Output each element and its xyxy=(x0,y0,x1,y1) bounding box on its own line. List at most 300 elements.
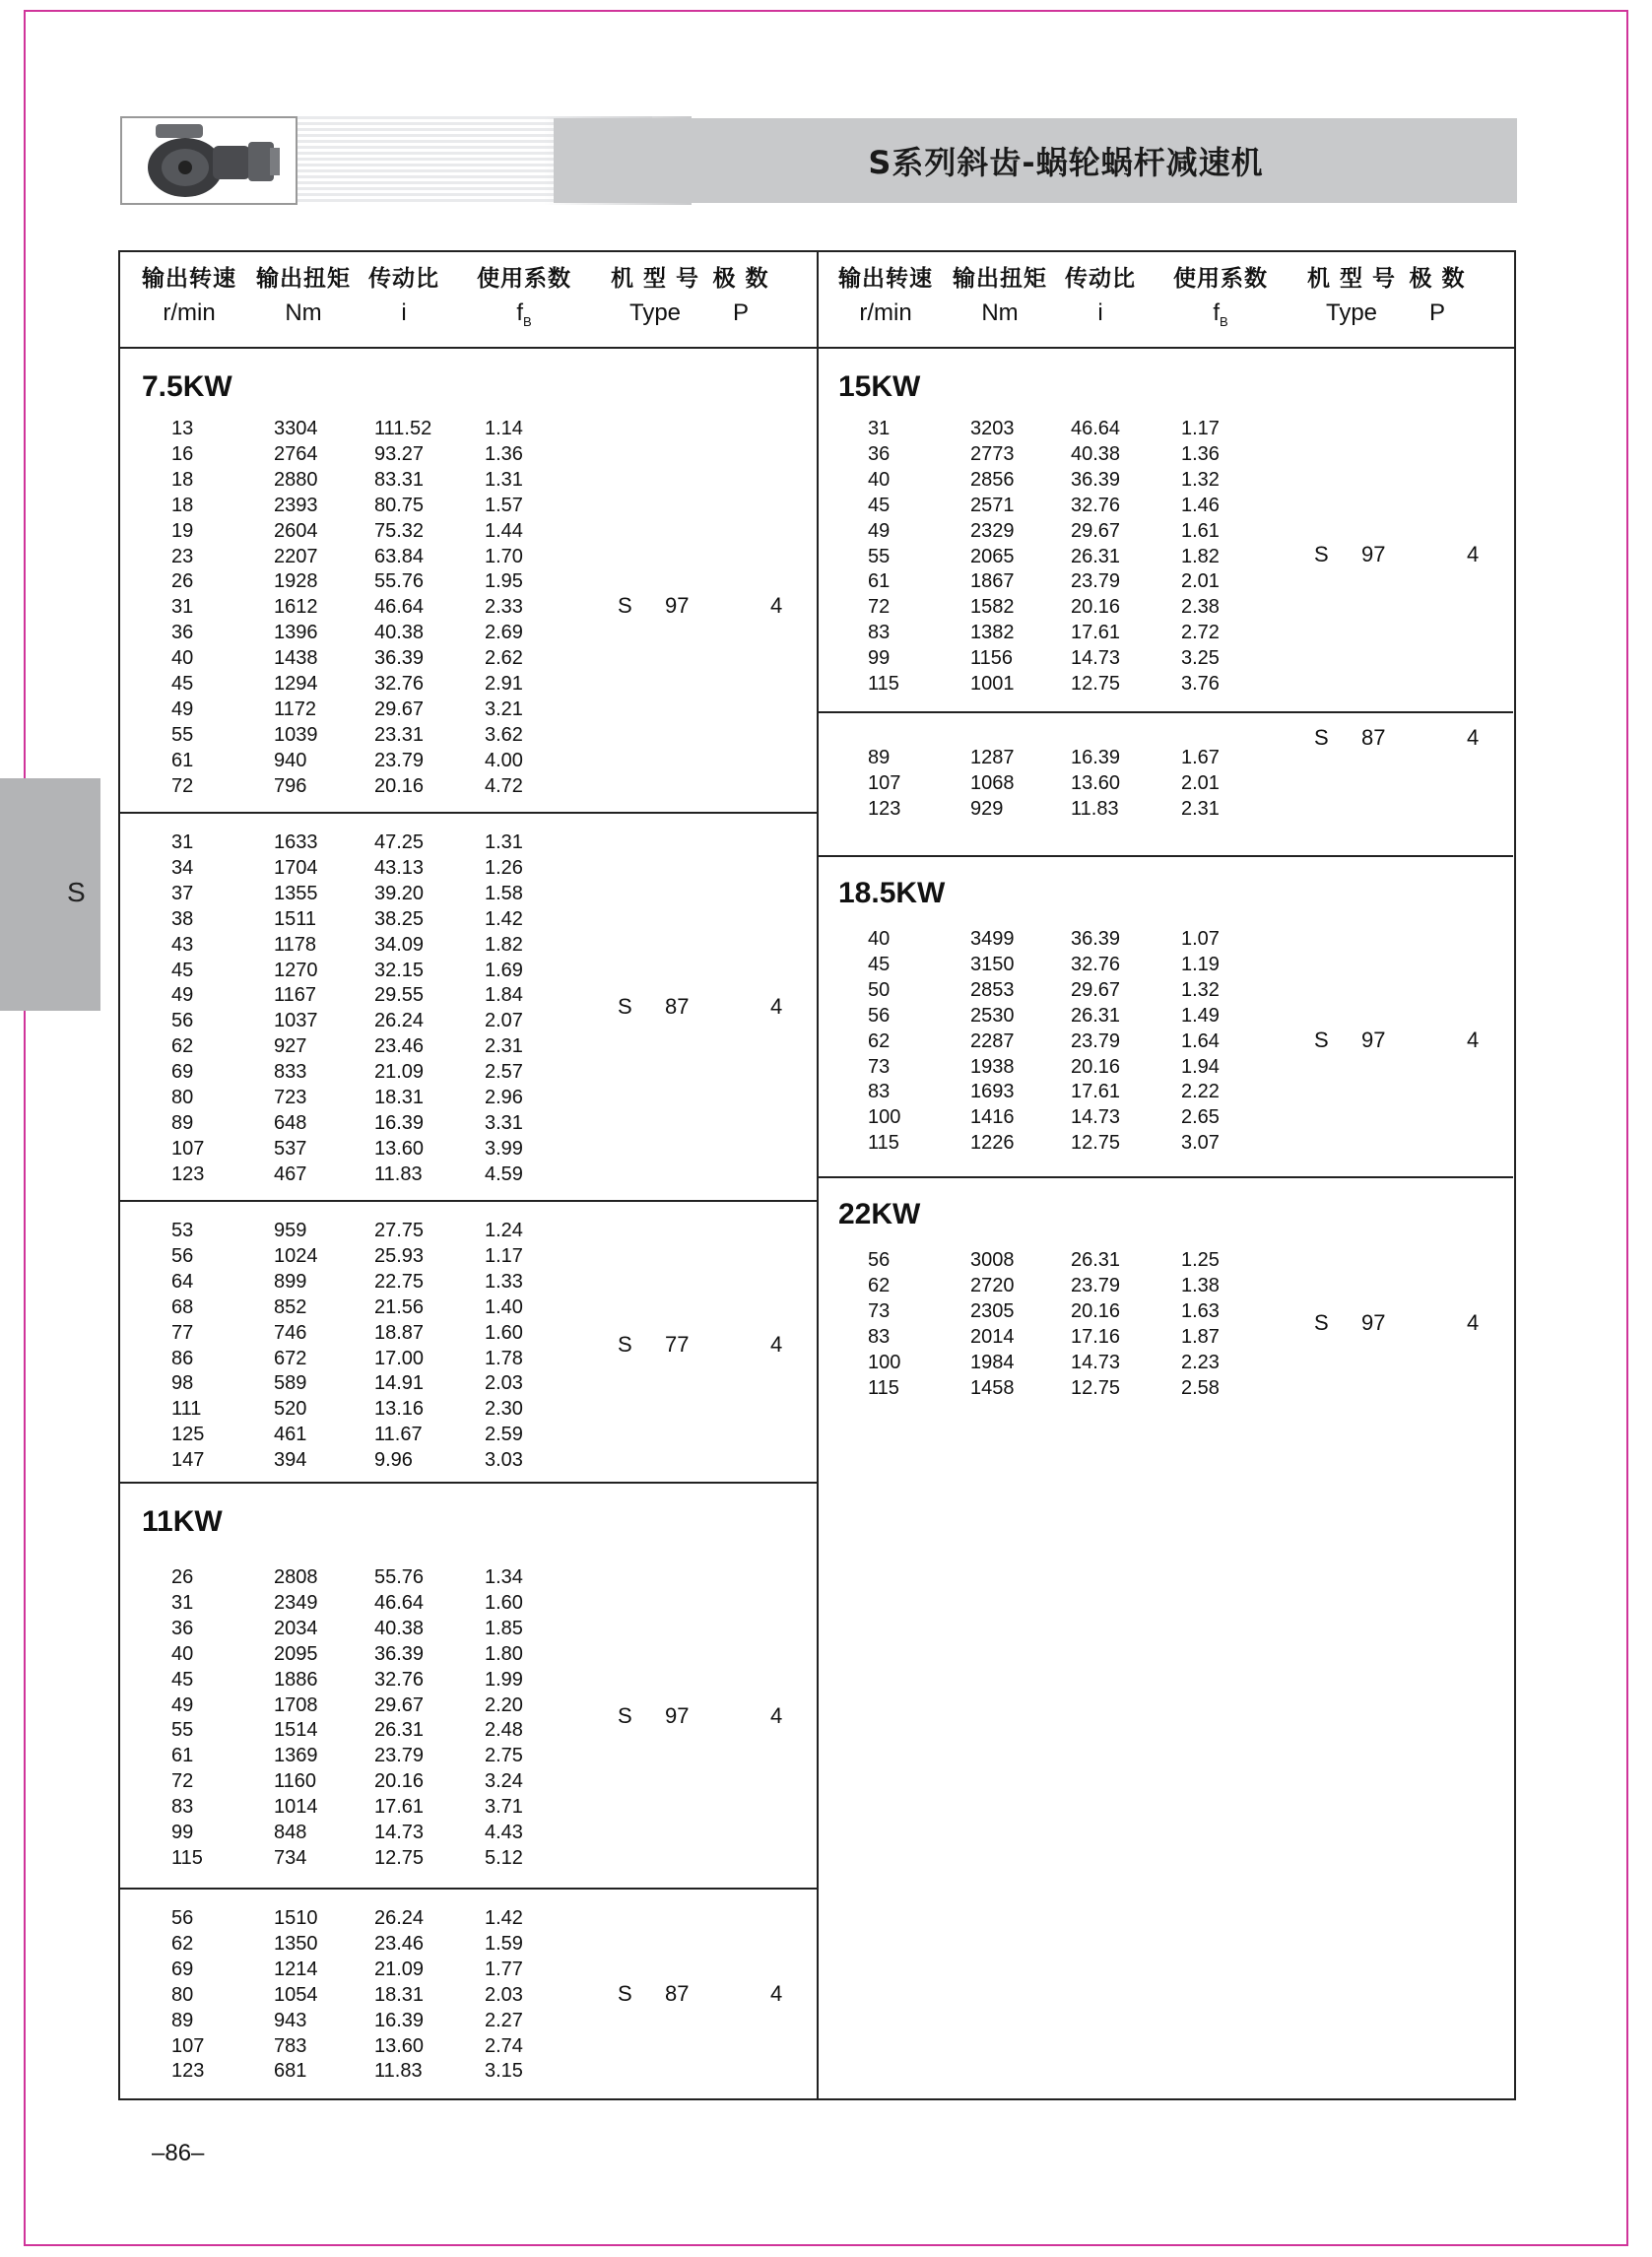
ratio-cell: 13.60 xyxy=(374,1137,425,1160)
ratio-cell: 23.46 xyxy=(374,1932,425,1955)
output-torque-cell: 959 xyxy=(274,1220,307,1241)
column-header xyxy=(1288,262,1416,331)
column-header xyxy=(364,262,443,331)
ratio-cell: 26.24 xyxy=(374,1907,425,1929)
service-factor-cell: 1.82 xyxy=(485,933,523,956)
output-speed-cell: 80 xyxy=(171,1087,194,1108)
output-speed-cell: 37 xyxy=(171,882,194,904)
output-speed-cell: 18 xyxy=(171,468,194,491)
table-row xyxy=(120,518,817,544)
ratio-cell: 46.64 xyxy=(374,596,425,619)
table-row xyxy=(120,1931,817,1957)
output-torque-cell: 1984 xyxy=(970,1351,1015,1373)
column-header-en: P xyxy=(1428,299,1445,326)
ratio-cell: 11.83 xyxy=(374,1162,423,1185)
output-torque-cell: 1270 xyxy=(274,959,318,981)
column-header-en: i xyxy=(1097,299,1103,326)
ratio-cell: 27.75 xyxy=(374,1220,425,1241)
output-torque-cell: 1886 xyxy=(274,1668,318,1691)
service-factor-cell: 2.27 xyxy=(485,2009,523,2031)
service-factor-cell: 3.99 xyxy=(485,1137,523,1160)
output-speed-cell: 31 xyxy=(868,418,891,439)
column-header-cn: 传动比 xyxy=(368,266,439,292)
service-factor-cell: 1.80 xyxy=(485,1642,523,1665)
output-speed-cell: 86 xyxy=(171,1347,194,1369)
ratio-cell: 55.76 xyxy=(374,570,425,593)
table-row xyxy=(120,645,817,671)
ratio-cell: 32.76 xyxy=(1071,953,1121,975)
column-header-cn: 极 数 xyxy=(712,266,769,292)
output-torque-cell: 2065 xyxy=(970,545,1015,567)
ratio-cell: 36.39 xyxy=(374,647,425,670)
service-factor-cell: 1.33 xyxy=(485,1270,523,1293)
table-row xyxy=(817,467,1513,493)
output-torque-cell: 1068 xyxy=(970,771,1015,794)
ratio-cell: 43.13 xyxy=(374,856,425,879)
output-torque-cell: 1693 xyxy=(970,1081,1015,1103)
service-factor-cell: 3.03 xyxy=(485,1449,523,1472)
output-torque-cell: 1037 xyxy=(274,1010,318,1032)
output-speed-cell: 123 xyxy=(171,2060,205,2083)
ratio-cell: 16.39 xyxy=(374,1111,425,1134)
output-speed-cell: 115 xyxy=(171,1846,203,1869)
service-factor-cell: 1.44 xyxy=(485,519,523,542)
table-row xyxy=(120,1085,817,1110)
table-row xyxy=(120,932,817,958)
table-row xyxy=(817,1350,1513,1375)
output-speed-cell: 26 xyxy=(171,570,194,593)
service-factor-cell: 2.74 xyxy=(485,2034,523,2057)
table-row xyxy=(120,467,817,493)
ratio-cell: 18.31 xyxy=(374,1087,425,1108)
service-factor-cell: 3.71 xyxy=(485,1796,523,1819)
output-torque-cell: 394 xyxy=(274,1449,307,1472)
type-series: S xyxy=(618,1331,632,1357)
type-series: S xyxy=(1314,725,1329,750)
ratio-cell: 23.79 xyxy=(1071,1274,1121,1296)
column-header xyxy=(1061,262,1140,331)
output-torque-cell: 2287 xyxy=(970,1029,1015,1052)
table-row xyxy=(817,1054,1513,1080)
service-factor-cell: 1.25 xyxy=(1181,1249,1220,1271)
column-header-en: r/min xyxy=(163,299,216,326)
output-torque-cell: 1416 xyxy=(970,1106,1015,1129)
output-speed-cell: 45 xyxy=(171,959,194,981)
service-factor-cell: 1.78 xyxy=(485,1347,523,1369)
ratio-cell: 32.15 xyxy=(374,959,425,981)
table-row xyxy=(120,493,817,518)
output-speed-cell: 115 xyxy=(868,673,899,695)
column-header-cn: 传动比 xyxy=(1065,266,1136,292)
type-size: 87 xyxy=(1361,725,1386,750)
table-row xyxy=(120,620,817,645)
output-speed-cell: 115 xyxy=(868,1132,899,1155)
service-factor-cell: 1.58 xyxy=(485,882,523,904)
output-torque-cell: 1458 xyxy=(970,1376,1015,1399)
service-factor-cell: 2.22 xyxy=(1181,1081,1220,1103)
output-speed-cell: 89 xyxy=(171,2009,194,2031)
section-side-tab xyxy=(0,778,100,1011)
column-header-en: Type xyxy=(1325,299,1378,326)
output-torque-cell: 589 xyxy=(274,1372,307,1395)
column-header-cn: 输出扭矩 xyxy=(953,266,1047,292)
ratio-cell: 29.67 xyxy=(374,697,425,720)
ratio-cell: 14.73 xyxy=(1071,647,1121,670)
type-designation xyxy=(817,1028,1513,1055)
ratio-cell: 23.31 xyxy=(374,723,425,746)
ratio-cell: 25.93 xyxy=(374,1244,425,1267)
type-designation xyxy=(120,593,817,621)
service-factor-cell: 2.62 xyxy=(485,647,523,670)
output-speed-cell: 62 xyxy=(171,1932,194,1955)
output-speed-cell: 56 xyxy=(171,1010,194,1032)
table-row xyxy=(817,926,1513,952)
service-factor-cell: 1.60 xyxy=(485,1591,523,1614)
service-factor-cell: 3.15 xyxy=(485,2060,523,2083)
ratio-cell: 26.31 xyxy=(374,1719,425,1742)
ratio-cell: 32.76 xyxy=(1071,494,1121,516)
service-factor-cell: 2.72 xyxy=(1181,622,1220,644)
output-speed-cell: 107 xyxy=(171,2034,205,2057)
output-torque-cell: 796 xyxy=(274,774,307,797)
table-row xyxy=(817,1375,1513,1401)
service-factor-cell: 2.38 xyxy=(1181,596,1220,619)
pole-count: 4 xyxy=(1467,542,1480,567)
service-factor-cell: 2.03 xyxy=(485,1372,523,1395)
section-divider xyxy=(120,1482,817,1484)
service-factor-cell: 1.57 xyxy=(485,494,523,516)
output-speed-cell: 111 xyxy=(171,1398,202,1421)
output-speed-cell: 107 xyxy=(868,771,901,794)
ratio-cell: 17.61 xyxy=(374,1796,425,1819)
ratio-cell: 46.64 xyxy=(374,1591,425,1614)
column-header-cn: 使用系数 xyxy=(477,266,571,292)
ratio-cell: 18.87 xyxy=(374,1321,425,1344)
pole-count: 4 xyxy=(770,593,783,619)
type-series: S xyxy=(618,1703,632,1729)
output-torque-cell: 1511 xyxy=(274,907,317,930)
output-speed-cell: 100 xyxy=(868,1106,901,1129)
service-factor-cell: 1.67 xyxy=(1181,747,1220,768)
ratio-cell: 63.84 xyxy=(374,545,425,567)
table-row xyxy=(817,645,1513,671)
output-torque-cell: 1938 xyxy=(970,1055,1015,1078)
section-divider xyxy=(817,711,1513,713)
output-torque-cell: 1582 xyxy=(970,596,1015,619)
service-factor-cell: 1.32 xyxy=(1181,468,1220,491)
output-speed-cell: 68 xyxy=(171,1295,194,1318)
output-speed-cell: 56 xyxy=(171,1907,194,1929)
column-header-en: P xyxy=(732,299,749,326)
output-speed-cell: 69 xyxy=(171,1061,194,1084)
ratio-cell: 55.76 xyxy=(374,1566,425,1588)
service-factor-cell: 2.57 xyxy=(485,1061,523,1084)
ratio-cell: 40.38 xyxy=(1071,442,1121,465)
service-factor-cell: 5.12 xyxy=(485,1846,523,1869)
output-speed-cell: 61 xyxy=(171,1745,194,1767)
column-header xyxy=(836,262,935,331)
service-factor-cell: 2.03 xyxy=(485,1983,523,2006)
table-row xyxy=(120,958,817,983)
service-factor-cell: 1.59 xyxy=(485,1932,523,1955)
table-row xyxy=(120,1059,817,1085)
ratio-cell: 11.67 xyxy=(374,1424,423,1446)
pole-count: 4 xyxy=(1467,725,1480,750)
page-title: S系列斜齿-蜗轮蜗杆减速机 xyxy=(868,144,1264,181)
type-size: 97 xyxy=(665,593,690,619)
output-torque-cell: 2034 xyxy=(274,1617,318,1639)
output-torque-cell: 848 xyxy=(274,1822,307,1843)
ratio-cell: 12.75 xyxy=(374,1846,425,1869)
table-row xyxy=(120,671,817,697)
column-header-sub: B xyxy=(1220,313,1228,329)
output-speed-cell: 53 xyxy=(171,1220,194,1241)
output-torque-cell: 2095 xyxy=(274,1642,318,1665)
type-designation xyxy=(817,1310,1513,1338)
type-series: S xyxy=(1314,1027,1329,1052)
service-factor-cell: 1.95 xyxy=(485,570,523,593)
column-header-cn: 机 型 号 xyxy=(1306,266,1396,292)
section-divider xyxy=(120,812,817,814)
output-speed-cell: 99 xyxy=(868,647,891,670)
power-rating: 11KW xyxy=(142,1505,223,1538)
type-size: 97 xyxy=(1361,1309,1386,1335)
output-torque-cell: 1039 xyxy=(274,723,318,746)
output-torque-cell: 2305 xyxy=(970,1299,1015,1322)
output-torque-cell: 2014 xyxy=(970,1325,1015,1348)
column-header xyxy=(711,262,770,331)
table-row xyxy=(120,1905,817,1931)
ratio-cell: 26.31 xyxy=(1071,1249,1121,1271)
table-row xyxy=(120,1269,817,1294)
ratio-cell: 75.32 xyxy=(374,519,425,542)
output-torque-cell: 1612 xyxy=(274,596,318,619)
output-speed-cell: 31 xyxy=(171,1591,194,1614)
table-row xyxy=(120,1218,817,1243)
output-speed-cell: 115 xyxy=(868,1376,899,1399)
table-row xyxy=(120,830,817,855)
output-speed-cell: 40 xyxy=(171,1642,194,1665)
output-torque-cell: 2207 xyxy=(274,545,318,567)
output-torque-cell: 1867 xyxy=(970,570,1015,593)
service-factor-cell: 1.69 xyxy=(485,959,523,981)
output-speed-cell: 23 xyxy=(171,545,194,567)
service-factor-cell: 1.38 xyxy=(1181,1274,1220,1296)
power-rating: 15KW xyxy=(838,370,921,403)
table-row xyxy=(120,1422,817,1447)
ratio-cell: 11.83 xyxy=(374,2060,423,2083)
output-speed-cell: 55 xyxy=(171,1719,194,1742)
output-speed-cell: 45 xyxy=(171,673,194,695)
gear-reducer-image xyxy=(122,118,296,203)
output-torque-cell: 927 xyxy=(274,1035,307,1058)
table-row xyxy=(120,722,817,748)
table-row xyxy=(817,796,1513,822)
ratio-cell: 38.25 xyxy=(374,907,425,930)
table-row xyxy=(120,1564,817,1590)
service-factor-cell: 1.31 xyxy=(485,831,523,853)
table-row xyxy=(120,1162,817,1187)
output-torque-cell: 1160 xyxy=(274,1770,317,1793)
output-torque-cell: 833 xyxy=(274,1061,307,1084)
ratio-cell: 13.60 xyxy=(1071,771,1121,794)
output-speed-cell: 31 xyxy=(171,831,194,853)
service-factor-cell: 2.59 xyxy=(485,1424,523,1446)
column-header-en: Type xyxy=(628,299,682,326)
table-row xyxy=(120,748,817,773)
column-header-cn: 机 型 号 xyxy=(610,266,699,292)
power-rating: 22KW xyxy=(838,1198,921,1230)
table-row xyxy=(120,544,817,569)
ratio-cell: 23.79 xyxy=(374,1745,425,1767)
side-tab-label: S xyxy=(67,877,86,907)
output-torque-cell: 1633 xyxy=(274,831,318,853)
output-torque-cell: 648 xyxy=(274,1111,307,1134)
ratio-cell: 9.96 xyxy=(374,1449,413,1472)
table-row xyxy=(120,1590,817,1616)
output-speed-cell: 89 xyxy=(171,1111,194,1134)
output-speed-cell: 62 xyxy=(171,1035,194,1058)
pole-count: 4 xyxy=(770,1703,783,1729)
output-torque-cell: 681 xyxy=(274,2060,307,2083)
service-factor-cell: 1.61 xyxy=(1181,519,1220,542)
table-row xyxy=(817,1247,1513,1273)
section-divider xyxy=(120,1888,817,1890)
ratio-cell: 21.56 xyxy=(374,1295,425,1318)
service-factor-cell: 4.00 xyxy=(485,749,523,771)
ratio-cell: 36.39 xyxy=(374,1642,425,1665)
output-speed-cell: 107 xyxy=(171,1137,205,1160)
ratio-cell: 26.31 xyxy=(1071,545,1121,567)
output-torque-cell: 1369 xyxy=(274,1745,318,1767)
type-series: S xyxy=(1314,1309,1329,1335)
ratio-cell: 21.09 xyxy=(374,1061,425,1084)
ratio-cell: 12.75 xyxy=(1071,1376,1121,1399)
ratio-cell: 17.61 xyxy=(1071,1081,1121,1103)
output-speed-cell: 62 xyxy=(868,1029,891,1052)
service-factor-cell: 3.07 xyxy=(1181,1132,1220,1155)
type-series: S xyxy=(618,593,632,619)
table-row xyxy=(120,773,817,799)
ratio-cell: 12.75 xyxy=(1071,1132,1121,1155)
ratio-cell: 40.38 xyxy=(374,622,425,644)
service-factor-cell: 1.26 xyxy=(485,856,523,879)
type-size: 77 xyxy=(665,1331,690,1357)
service-factor-cell: 1.36 xyxy=(1181,442,1220,465)
ratio-cell: 26.24 xyxy=(374,1010,425,1032)
output-torque-cell: 2604 xyxy=(274,519,318,542)
output-torque-cell: 1294 xyxy=(274,673,318,695)
table-row xyxy=(120,1768,817,1794)
ratio-cell: 21.09 xyxy=(374,1958,425,1980)
banner-fade xyxy=(445,116,692,205)
output-torque-cell: 2808 xyxy=(274,1566,318,1588)
output-speed-cell: 83 xyxy=(868,1081,891,1103)
service-factor-cell: 1.63 xyxy=(1181,1299,1220,1322)
output-speed-cell: 43 xyxy=(171,933,194,956)
ratio-cell: 23.79 xyxy=(1071,1029,1121,1052)
ratio-cell: 18.31 xyxy=(374,1983,425,2006)
output-speed-cell: 83 xyxy=(171,1796,194,1819)
column-header xyxy=(254,262,353,331)
service-factor-cell: 3.31 xyxy=(485,1111,523,1134)
ratio-cell: 17.16 xyxy=(1071,1325,1121,1348)
column-header-en: Nm xyxy=(285,299,322,326)
service-factor-cell: 1.42 xyxy=(485,907,523,930)
column-header xyxy=(1408,262,1467,331)
ratio-cell: 32.76 xyxy=(374,673,425,695)
output-torque-cell: 1287 xyxy=(970,747,1015,768)
column-header xyxy=(465,262,583,331)
output-torque-cell: 461 xyxy=(274,1424,307,1446)
output-speed-cell: 55 xyxy=(868,545,891,567)
output-speed-cell: 13 xyxy=(171,418,194,439)
output-torque-cell: 1214 xyxy=(274,1958,318,1980)
ratio-cell: 20.16 xyxy=(1071,1299,1121,1322)
output-speed-cell: 123 xyxy=(868,797,901,820)
table-row xyxy=(120,1370,817,1396)
output-torque-cell: 940 xyxy=(274,749,307,771)
output-speed-cell: 73 xyxy=(868,1055,891,1078)
table-row xyxy=(120,1820,817,1845)
output-torque-cell: 1708 xyxy=(274,1693,318,1716)
table-row xyxy=(817,952,1513,977)
output-speed-cell: 61 xyxy=(868,570,891,593)
output-torque-cell: 2393 xyxy=(274,494,318,516)
output-speed-cell: 45 xyxy=(171,1668,194,1691)
section-divider xyxy=(120,1200,817,1202)
table-row xyxy=(120,1957,817,1982)
service-factor-cell: 1.85 xyxy=(485,1617,523,1639)
service-factor-cell: 2.48 xyxy=(485,1719,523,1742)
ratio-cell: 20.16 xyxy=(374,1770,425,1793)
output-speed-cell: 80 xyxy=(171,1983,194,2006)
table-row xyxy=(120,1616,817,1641)
table-row xyxy=(120,416,817,441)
output-speed-cell: 56 xyxy=(868,1249,891,1271)
table-row xyxy=(120,906,817,932)
output-speed-cell: 40 xyxy=(868,928,891,950)
output-torque-cell: 2856 xyxy=(970,468,1015,491)
output-torque-cell: 783 xyxy=(274,2034,307,2057)
output-torque-cell: 2329 xyxy=(970,519,1015,542)
ratio-cell: 80.75 xyxy=(374,494,425,516)
table-row xyxy=(817,1130,1513,1156)
ratio-cell: 13.16 xyxy=(374,1398,425,1421)
service-factor-cell: 3.62 xyxy=(485,723,523,746)
table-row xyxy=(120,2008,817,2033)
output-speed-cell: 16 xyxy=(171,442,194,465)
table-row xyxy=(120,881,817,906)
table-header-divider xyxy=(120,347,1514,349)
power-rating: 7.5KW xyxy=(142,370,232,403)
ratio-cell: 23.79 xyxy=(1071,570,1121,593)
ratio-cell: 20.16 xyxy=(374,774,425,797)
output-torque-cell: 1355 xyxy=(274,882,318,904)
table-row xyxy=(120,1294,817,1320)
column-header-en: r/min xyxy=(859,299,912,326)
output-speed-cell: 34 xyxy=(171,856,194,879)
column-header-en: $f_B$ xyxy=(1213,299,1228,329)
service-factor-cell: 4.59 xyxy=(485,1162,523,1185)
service-factor-cell: 1.34 xyxy=(485,1566,523,1588)
ratio-cell: 29.67 xyxy=(1071,519,1121,542)
ratio-cell: 26.31 xyxy=(1071,1004,1121,1027)
output-torque-cell: 1156 xyxy=(970,647,1014,670)
output-torque-cell: 1054 xyxy=(274,1983,318,2006)
output-speed-cell: 49 xyxy=(868,519,891,542)
selection-table xyxy=(118,250,1516,2100)
